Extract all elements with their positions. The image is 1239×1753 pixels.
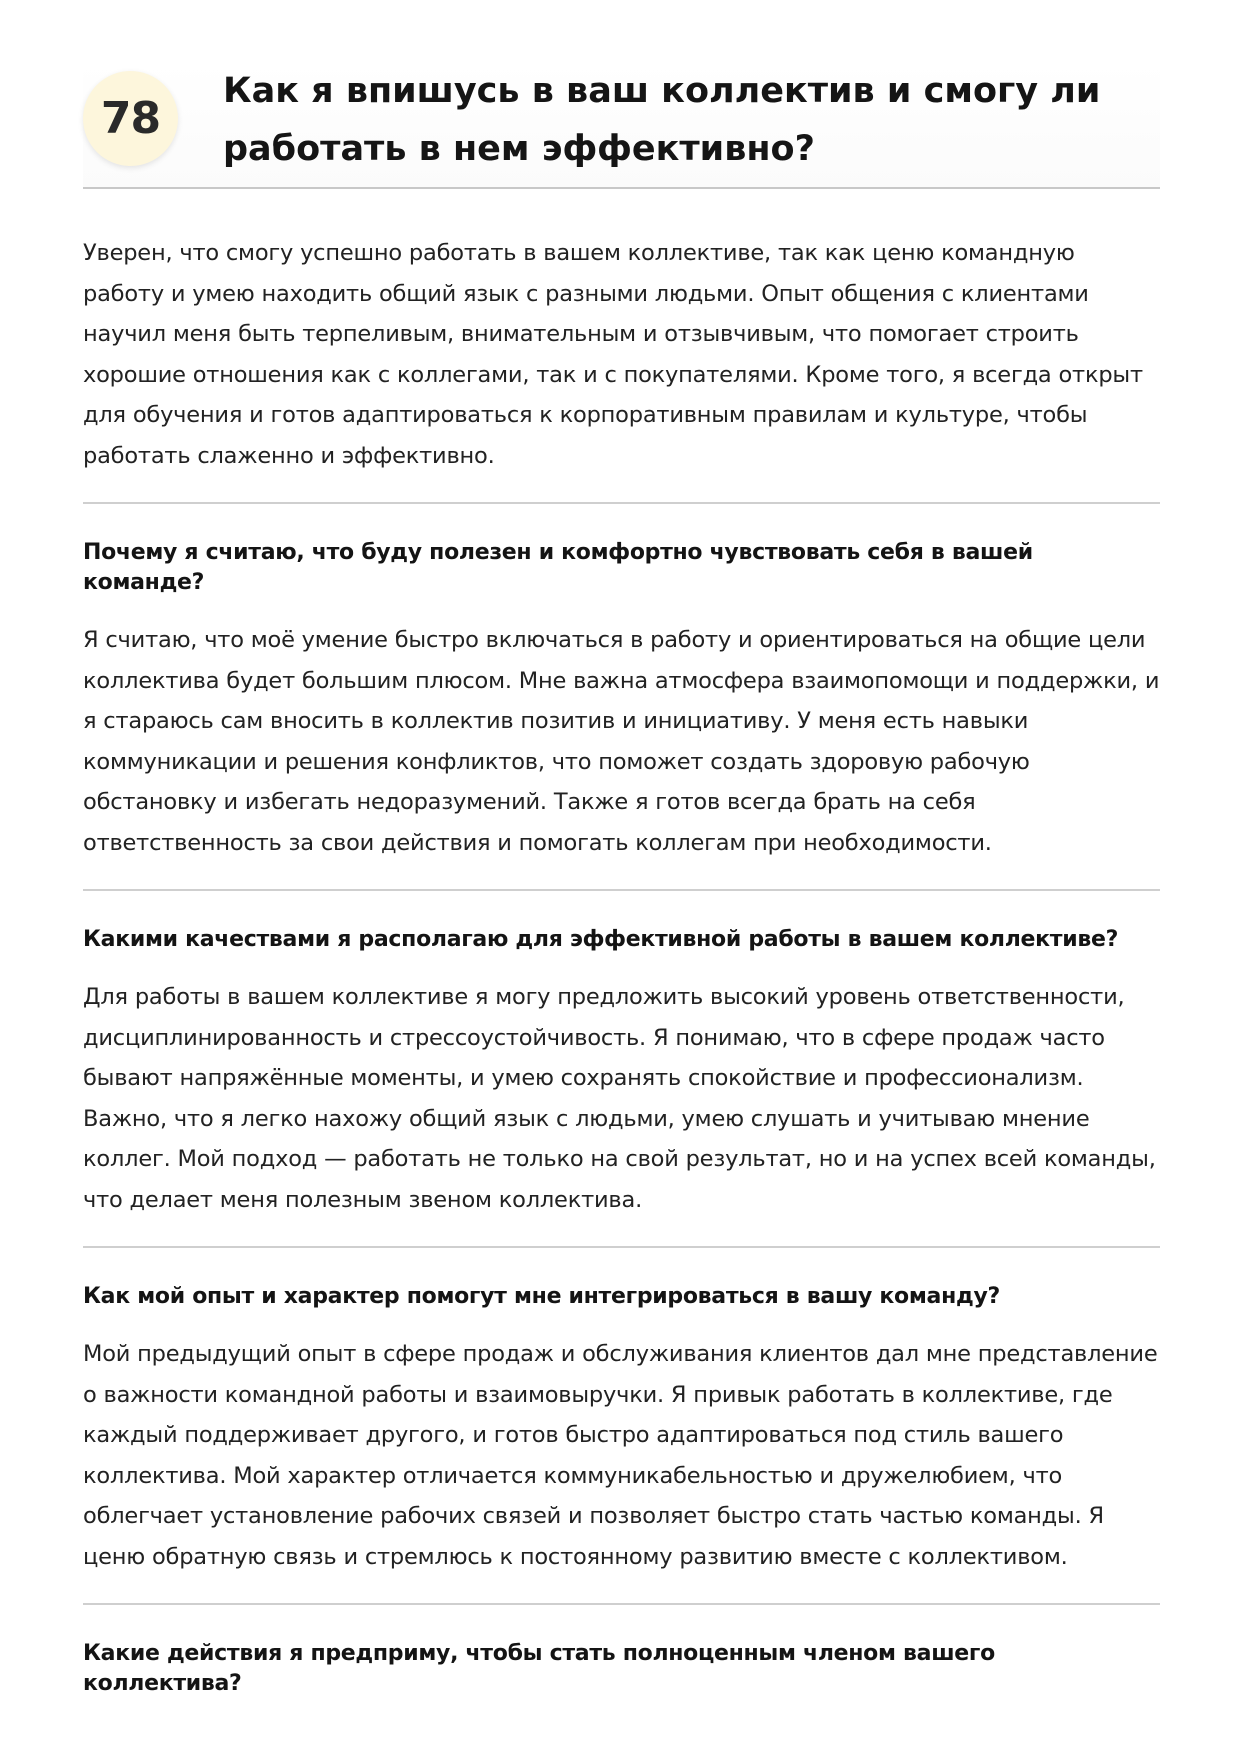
section-2 <box>83 925 1160 1220</box>
section-question: Как мой опыт и характер помогут мне интегрироваться в вашу команду? <box>83 1284 1000 1309</box>
question-number-badge <box>83 71 178 166</box>
document-page <box>83 0 1160 1699</box>
page-title: Как я впишусь в ваш коллектив и смогу ли работать в нем эффективно? <box>223 71 1101 169</box>
section-4 <box>83 1639 1160 1699</box>
section-divider <box>83 502 1160 504</box>
section-question: Почему я считаю, что буду полезен и комфортно чувствовать себя в вашей команде? <box>83 540 1033 595</box>
section-1 <box>83 538 1160 863</box>
section-divider <box>83 1246 1160 1248</box>
question-number: 78 <box>100 93 161 144</box>
section-divider <box>83 1603 1160 1605</box>
section-question: Какими качествами я располагаю для эффективной работы в вашем коллективе? <box>83 927 1119 952</box>
question-header <box>83 0 1160 189</box>
section-3 <box>83 1282 1160 1577</box>
section-question: Какие действия я предприму, чтобы стать полноценным членом вашего коллектива? <box>83 1641 995 1696</box>
section-answer: Для работы в вашем коллективе я могу предложить высокий уровень ответственности, дисциплинированность и стрессоустойчивость. Я понимаю, что в сфере продаж часто бывают напряжённые моменты, и умею сохранять спокойствие и профессионализм. Важно, что я легко нахожу общий язык с людьми, умею слушать и учитываю мнение коллег. Мой подход — работать не только на свой результат, но и на успех всей команды, что делает меня полезным звеном коллектива. <box>83 984 1156 1213</box>
section-answer: Я считаю, что моё умение быстро включаться в работу и ориентироваться на общие цели коллектива будет большим плюсом. Мне важна атмосфера взаимопомощи и поддержки, и я стараюсь сам вносить в коллектив позитив и инициативу. У меня есть навыки коммуникации и решения конфликтов, что поможет создать здоровую рабочую обстановку и избегать недоразумений. Также я готов всегда брать на себя ответственность за свои действия и помогать коллегам при необходимости. <box>83 627 1160 856</box>
header-divider <box>83 187 1160 189</box>
section-divider <box>83 889 1160 891</box>
section-answer: Мой предыдущий опыт в сфере продаж и обслуживания клиентов дал мне представление о важности командной работы и взаимовыручки. Я привык работать в коллективе, где каждый поддерживает другого, и готов быстро адаптироваться под стиль вашего коллектива. Мой характер отличается коммуникабельностью и дружелюбием, что облегчает установление рабочих связей и позволяет быстро стать частью команды. Я ценю обратную связь и стремлюсь к постоянному развитию вместе с коллективом. <box>83 1341 1158 1570</box>
intro-paragraph: Уверен, что смогу успешно работать в вашем коллективе, так как ценю командную работу и умею находить общий язык с разными людьми. Опыт общения с клиентами научил меня быть терпеливым, внимательным и отзывчивым, что помогает строить хорошие отношения как с коллегами, так и с покупателями. Кроме того, я всегда открыт для обучения и готов адаптироваться к корпоративным правилам и культуре, чтобы работать слаженно и эффективно. <box>83 240 1143 469</box>
